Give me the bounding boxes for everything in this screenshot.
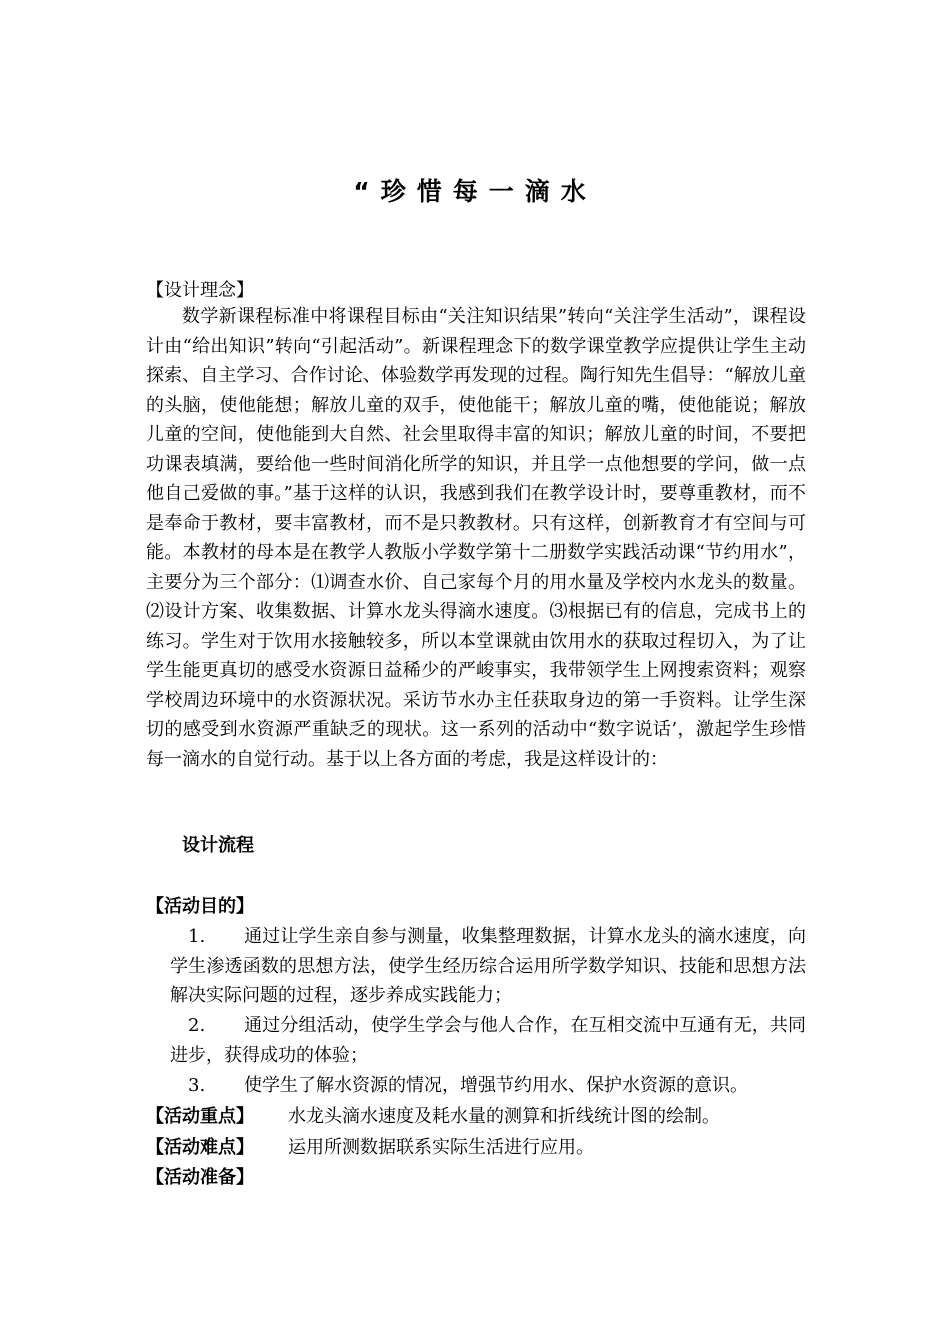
document-title: “珍惜每一滴水 — [353, 177, 597, 206]
difficulty-row — [146, 1134, 594, 1162]
key-point-label: 【活动重点】 — [146, 1106, 254, 1127]
preparation-row — [146, 1164, 288, 1192]
design-flow-heading: 设计流程 — [182, 835, 254, 856]
design-concept-heading: 【设计理念】 — [146, 280, 254, 301]
goal-text: 使学生了解水资源的情况，增强节约用水、保护水资源的意识。 — [244, 1075, 748, 1096]
goal-item-3 — [170, 1071, 806, 1101]
goal-number: 2. — [188, 1015, 206, 1036]
preparation-label: 【活动准备】 — [146, 1167, 254, 1188]
goal-item-1 — [170, 922, 806, 1011]
difficulty-label: 【活动难点】 — [146, 1137, 254, 1158]
design-concept-paragraph: 数学新课程标准中将课程目标由“关注知识结果”转向“关注学生活动”，课程设计由“给出知识”转向“引起活动”。新课程理念下的数学课堂教学应提供让学生主动探索、自主学习、合作讨论、体验数学再发现的过程。陶行知先生倡导：“解放儿童的头脑，使他能想；解放儿童的双手，使他能干；解放儿童的嘴，使他能说；解放儿童的空间，使他能到大自然、社会里取得丰富的知识；解放儿童的时间，不要把功课表填满，要给他一些时间消化所学的知识，并且学一点他想要的学问，做一点他自己爱做的事。”基于这样的认识，我感到我们在教学设计时，要尊重教材，而不是奉命于教材，要丰富教材，而不是只教教材。只有这样，创新教育才有空间与可能。本教材的母本是在教学人教版小学数学第十二册数学实践活动课“节约用水”，主要分为三个部分：⑴调查水价、自己家每个月的用水量及学校内水龙头的数量。⑵设计方案、收集数据、计算水龙头得滴水速度。⑶根据已有的信息，完成书上的练习。学生对于饮用水接触较多，所以本堂课就由饮用水的获取过程切入，为了让学生能更真切的感受水资源日益稀少的严峻事实，我带领学生上网搜索资料；观察学校周边环境中的水资源状况。采访节水办主任获取身边的第一手资料。让学生深切的感受到水资源严重缺乏的现状。这一系列的活动中“数字说话’，激起学生珍惜每一滴水的自觉行动。基于以上各方面的考虑，我是这样设计的： — [146, 306, 806, 770]
goal-number: 3. — [188, 1075, 206, 1096]
goal-text: 通过让学生亲自参与测量，收集整理数据，计算水龙头的滴水速度，向学生渗透函数的思想方法，使学生经历综合运用所学数学知识、技能和思想方法解决实际问题的过程，逐步养成实践能力； — [170, 926, 806, 1006]
activity-goals-heading: 【活动目的】 — [146, 896, 254, 917]
goal-item-2 — [170, 1011, 806, 1070]
goal-text: 通过分组活动，使学生学会与他人合作，在互相交流中互通有无，共同进步，获得成功的体验； — [170, 1015, 806, 1066]
difficulty-text: 运用所测数据联系实际生活进行应用。 — [288, 1137, 594, 1158]
key-point-row — [146, 1103, 720, 1131]
goal-number: 1. — [188, 926, 206, 947]
key-point-text: 水龙头滴水速度及耗水量的测算和折线统计图的绘制。 — [288, 1106, 720, 1127]
